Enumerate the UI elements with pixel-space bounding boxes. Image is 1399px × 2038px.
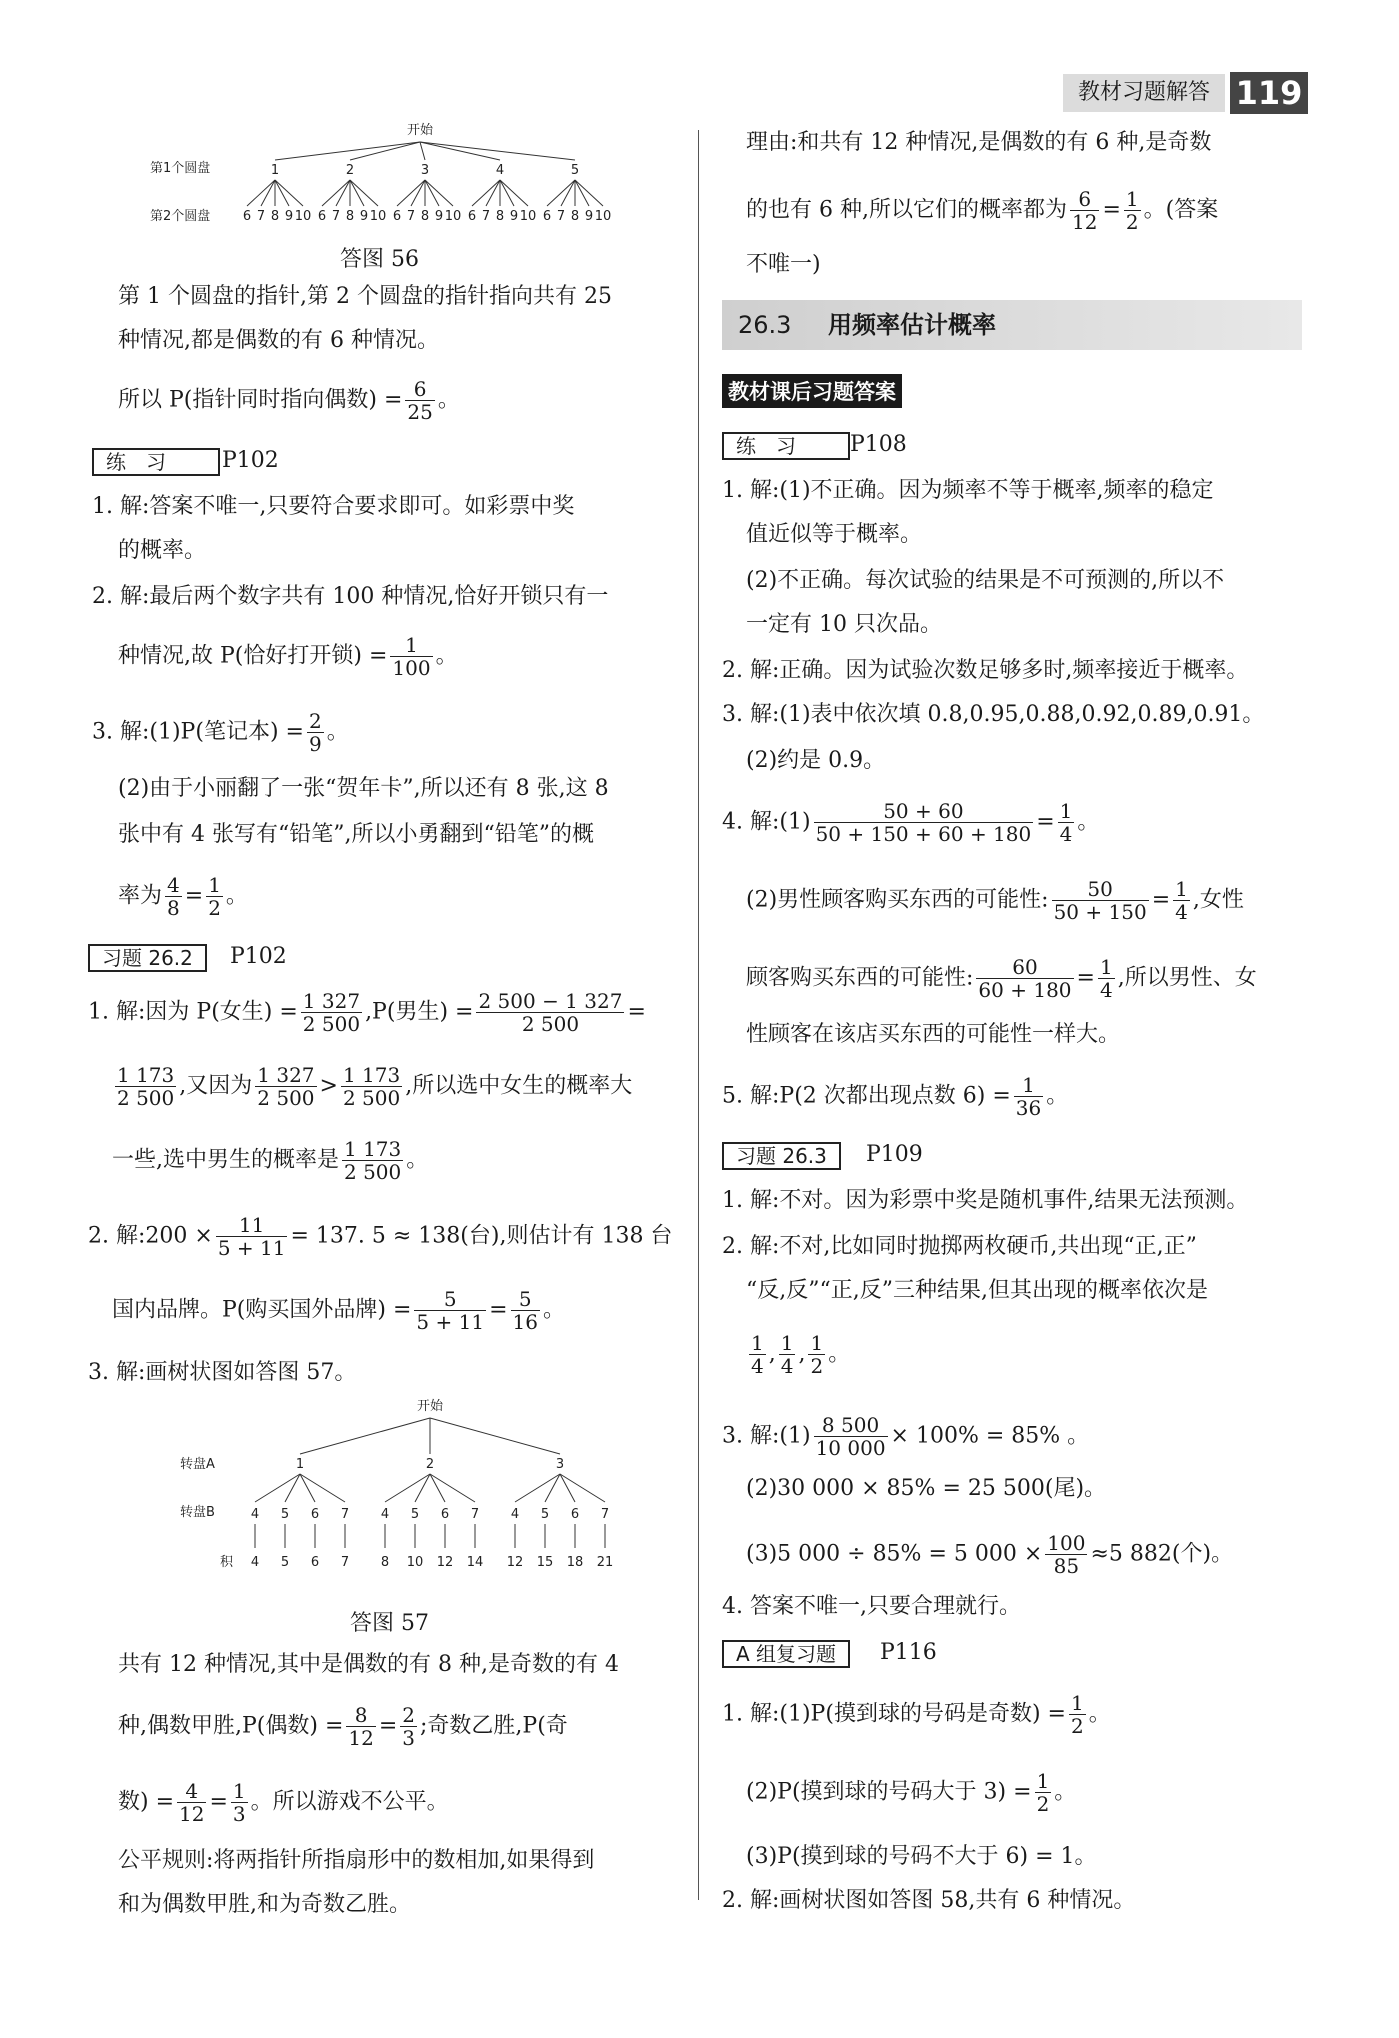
practice-q3b: (2)由于小丽翻了一张“贺年卡”,所以还有 8 张,这 8	[118, 776, 609, 801]
right-c1c: (3)P(摸到球的号码不大于 6) = 1。	[746, 1844, 1097, 1869]
tree-node-level1: 1	[295, 1457, 305, 1472]
right-a5: 5. 解:P(2 次都出现点数 6) = $\frac{1}{36}$ 。	[722, 1073, 1069, 1120]
tag-practice-right: 练 习	[722, 432, 850, 460]
tree-branch	[411, 180, 425, 206]
exercise-e3: 3. 解:画树状图如答图 57。	[88, 1360, 357, 1385]
column-divider	[698, 130, 699, 1900]
tree-node-level2: 5	[280, 1507, 290, 1522]
tree-node-level2: 9	[434, 209, 444, 224]
tree-node-level2: 7	[331, 209, 341, 224]
fraction: $\frac{1}{36}$	[1015, 1073, 1042, 1120]
fraction: $\frac{6}{12}$	[1071, 187, 1098, 234]
fraction: $\frac{1 173}{2 500}$	[344, 1137, 402, 1184]
tree-product: 6	[310, 1555, 320, 1570]
fraction: $\frac{50 + 60}{50 + 150 + 60 + 180}$	[815, 799, 1032, 846]
tree-node-level2: 7	[481, 209, 491, 224]
tree-node-level2: 9	[584, 209, 594, 224]
tree-node-level1: 1	[270, 163, 280, 178]
tree-node-level2: 5	[540, 1507, 550, 1522]
tree-node-level2: 6	[310, 1507, 320, 1522]
fraction: $\frac{2}{9}$	[308, 709, 322, 756]
tree-branch	[385, 1474, 430, 1502]
tree-branch	[350, 180, 378, 206]
tree-product: 10	[406, 1555, 424, 1570]
tree-node-level2: 7	[470, 1507, 480, 1522]
tree-node-level2: 4	[250, 1507, 260, 1522]
tree-branch	[472, 180, 500, 206]
tree-node-level2: 6	[317, 209, 327, 224]
tree-node-level2: 10	[369, 209, 387, 224]
tree-branch	[350, 142, 420, 160]
right-a4b: (2)男性顾客购买东西的可能性: $\frac{50}{50 + 150}$ = $\frac{1}{4}$ ,女性	[746, 877, 1244, 924]
tree-branch	[500, 180, 528, 206]
right-b3b: (2)30 000 × 85% = 25 500(尾)。	[746, 1476, 1107, 1501]
exercise-e1c: 一些,选中男生的概率是 $\frac{1 173}{2 500}$ 。	[112, 1137, 429, 1184]
fraction: $\frac{1 327}{2 500}$	[257, 1063, 315, 1110]
tree-node-level1: 3	[555, 1457, 565, 1472]
tag-group-a: A 组复习题	[722, 1640, 850, 1668]
tree-branch	[500, 180, 514, 206]
fraction: $\frac{50}{50 + 150}$	[1053, 877, 1147, 924]
right-a4c: 顾客购买东西的可能性: $\frac{60}{60 + 180}$ = $\frac{1}{4}$ ,所以男性、女	[746, 955, 1257, 1002]
right-b2a: 2. 解:不对,比如同时抛掷两枚硬币,共出现“正,正”	[722, 1234, 1197, 1259]
fraction: $\frac{2 500 - 1 327}{2 500}$	[478, 989, 623, 1036]
fraction: $\frac{8 500}{10 000}$	[815, 1413, 886, 1460]
right-a1c: (2)不正确。每次试验的结果是不可预测的,所以不	[746, 568, 1225, 593]
tree-node-level2: 6	[542, 209, 552, 224]
tree-product: 8	[380, 1555, 390, 1570]
tree-diagram-56	[150, 120, 630, 230]
left-f4: 公平规则:将两指针所指扇形中的数相加,如果得到	[118, 1848, 595, 1873]
fraction: $\frac{11}{5 + 11}$	[217, 1213, 286, 1260]
right-b2c: $\frac{1}{4}$ , $\frac{1}{4}$ , $\frac{1}{2}$ 。	[751, 1331, 851, 1378]
tree-branch	[425, 180, 439, 206]
fraction: $\frac{1}{2}$	[1125, 187, 1139, 234]
exercise-e1b: $\frac{1 173}{2 500}$ ,又因为 $\frac{1 327}{2 500}$ > $\frac{1 173}{2 500}$ ,所以选中女生的概率大	[117, 1063, 633, 1110]
fraction: $\frac{1 327}{2 500}$	[302, 989, 361, 1036]
tree-node-level2: 7	[340, 1507, 350, 1522]
tree-node-level2: 8	[270, 209, 280, 224]
tree-node-level2: 8	[570, 209, 580, 224]
tree-node-level2: 10	[444, 209, 462, 224]
header-section-label: 教材习题解答	[1063, 74, 1225, 112]
diagram-57-caption: 答图 57	[350, 1611, 429, 1636]
tree-product: 15	[536, 1555, 554, 1570]
fraction: $\frac{1}{2}$	[1036, 1769, 1050, 1816]
left-text-p2: 种情况,都是偶数的有 6 种情况。	[118, 328, 439, 353]
tree-node-level2: 8	[345, 209, 355, 224]
left-text-p3: 所以 P(指针同时指向偶数) = $\frac{6}{25}$ 。	[118, 377, 460, 424]
tree-branch	[575, 180, 603, 206]
fraction: $\frac{8}{12}$	[348, 1703, 374, 1750]
fraction: $\frac{2}{3}$	[402, 1703, 416, 1750]
tag-exercise-26-3: 习题 26.3	[722, 1142, 841, 1170]
left-f1: 共有 12 种情况,其中是偶数的有 8 种,是奇数的有 4	[118, 1652, 619, 1677]
fraction: $\frac{60}{60 + 180}$	[978, 955, 1072, 1002]
tree-branch	[561, 180, 575, 206]
practice-q3d: 率为 $\frac{4}{8}$ = $\frac{1}{2}$ 。	[118, 873, 248, 920]
tree-node-level1: 3	[420, 163, 430, 178]
fraction: $\frac{4}{12}$	[179, 1779, 205, 1826]
diagram-56-caption: 答图 56	[340, 247, 419, 272]
tree-node-level2: 6	[392, 209, 402, 224]
tree-node-level2: 10	[594, 209, 612, 224]
tree-node-level2: 10	[519, 209, 537, 224]
practice-page-right: P108	[850, 432, 907, 457]
practice-q1b: 的概率。	[118, 538, 207, 563]
tree-branch	[547, 180, 575, 206]
right-a1d: 一定有 10 只次品。	[746, 612, 942, 637]
tree-branch	[397, 180, 425, 206]
tree-node-level1: 4	[495, 163, 505, 178]
right-a1b: 值近似等于概率。	[746, 522, 923, 547]
fraction: $\frac{1}{2}$	[208, 873, 221, 920]
left-f2: 种,偶数甲胜,P(偶数) = $\frac{8}{12}$ = $\frac{2}{3}$ ;奇数乙胜,P(奇	[118, 1703, 568, 1750]
fraction: $\frac{1}{3}$	[232, 1779, 246, 1826]
right-c1a: 1. 解:(1)P(摸到球的号码是奇数) = $\frac{1}{2}$ 。	[722, 1691, 1111, 1738]
row-label-spinner-b: 转盘B	[180, 1505, 215, 1520]
fraction: $\frac{1 173}{2 500}$	[117, 1063, 175, 1110]
right-r2: 的也有 6 种,所以它们的概率都为 $\frac{6}{12}$ = $\frac{1}{2}$ 。(答案	[746, 187, 1219, 234]
tree-node-level2: 8	[495, 209, 505, 224]
row-label-spinner-a: 转盘A	[180, 1457, 215, 1472]
tree-branch	[430, 1474, 475, 1502]
tree-node-level1: 2	[425, 1457, 435, 1472]
fraction: $\frac{5}{5 + 11}$	[416, 1287, 485, 1334]
section-title: 用频率估计概率	[828, 311, 996, 339]
fraction: $\frac{5}{16}$	[512, 1287, 538, 1334]
fraction: $\frac{1}{2}$	[1070, 1691, 1084, 1738]
fraction: $\frac{1}{4}$	[1099, 955, 1113, 1002]
right-a4a: 4. 解:(1) $\frac{50 + 60}{50 + 150 + 60 + 180}$ = $\frac{1}{4}$ 。	[722, 799, 1100, 846]
tree-node-level2: 9	[284, 209, 294, 224]
tree-node-level2: 4	[380, 1507, 390, 1522]
practice-q2a: 2. 解:最后两个数字共有 100 种情况,恰好开锁只有一	[92, 584, 609, 609]
tree-branch	[350, 180, 364, 206]
tree-node-level2: 7	[556, 209, 566, 224]
right-b3c: (3)5 000 ÷ 85% = 5 000 × $\frac{100}{85}$ ≈5 882(个)。	[746, 1531, 1234, 1578]
tree-branch	[255, 1474, 300, 1502]
left-text-p1: 第 1 个圆盘的指针,第 2 个圆盘的指针指向共有 25	[118, 284, 612, 309]
tree-branch	[336, 180, 350, 206]
right-a3a: 3. 解:(1)表中依次填 0.8,0.95,0.88,0.92,0.89,0.91。	[722, 702, 1265, 727]
right-a3b: (2)约是 0.9。	[746, 748, 886, 773]
tree-branch	[275, 180, 289, 206]
tree-diagram-57	[180, 1396, 620, 1596]
tree-branch	[425, 180, 453, 206]
fraction: $\frac{6}{25}$	[407, 377, 433, 424]
exercise-page-right: P109	[866, 1142, 923, 1167]
page-number: 119	[1230, 72, 1308, 114]
section-number: 26.3	[738, 311, 792, 339]
right-b2b: “反,反”“正,反”三种结果,但其出现的概率依次是	[746, 1278, 1208, 1303]
tree-node-level2: 4	[510, 1507, 520, 1522]
tree-branch	[420, 142, 425, 160]
tag-exercise-26-2: 习题 26.2	[88, 944, 207, 972]
tree-branch	[275, 180, 303, 206]
left-f5: 和为偶数甲胜,和为奇数乙胜。	[118, 1892, 411, 1917]
tree-node-level2: 6	[467, 209, 477, 224]
section-header-26-3	[722, 300, 1302, 350]
practice-q3c: 张中有 4 张写有“铅笔”,所以小勇翻到“铅笔”的概	[118, 822, 594, 847]
right-c1b: (2)P(摸到球的号码大于 3) = $\frac{1}{2}$ 。	[746, 1769, 1077, 1816]
tree-branch	[515, 1474, 560, 1502]
tree-node-level2: 8	[420, 209, 430, 224]
tree-root: 开始	[406, 123, 434, 138]
tree-branch	[575, 180, 589, 206]
row-label-disc1: 第1个圆盘	[150, 161, 211, 176]
tree-product: 12	[436, 1555, 454, 1570]
tree-branch	[300, 1418, 430, 1454]
right-a4d: 性顾客在该店买东西的可能性一样大。	[746, 1022, 1121, 1047]
tree-root: 开始	[416, 1399, 444, 1414]
tree-node-level1: 2	[345, 163, 355, 178]
tree-node-level2: 7	[600, 1507, 610, 1522]
fraction: $\frac{1}{100}$	[392, 633, 431, 680]
row-label-disc2: 第2个圆盘	[150, 209, 211, 224]
practice-page-left: P102	[222, 448, 279, 473]
right-b3a: 3. 解:(1) $\frac{8 500}{10 000}$ × 100% = 85% 。	[722, 1413, 1090, 1460]
exercise-page-left: P102	[230, 944, 287, 969]
tree-branch	[322, 180, 350, 206]
tree-product: 18	[566, 1555, 584, 1570]
tree-node-level2: 5	[410, 1507, 420, 1522]
tree-branch	[420, 142, 575, 160]
tree-branch	[300, 1474, 345, 1502]
fraction: $\frac{1 173}{2 500}$	[342, 1063, 401, 1110]
exercise-e1a: 1. 解:因为 P(女生) = $\frac{1 327}{2 500}$ ,P(男生) = $\frac{2 500 - 1 327}{2 500}$ =	[88, 989, 646, 1036]
answers-tag: 教材课后习题答案	[722, 374, 902, 408]
tree-node-level2: 10	[294, 209, 312, 224]
tree-branch	[430, 1418, 560, 1454]
right-a1a: 1. 解:(1)不正确。因为频率不等于概率,频率的稳定	[722, 478, 1214, 503]
tree-branch	[560, 1474, 605, 1502]
group-page: P116	[880, 1640, 937, 1665]
tree-product: 14	[466, 1555, 484, 1570]
tree-node-level2: 9	[509, 209, 519, 224]
row-label-product: 积	[220, 1555, 234, 1570]
tree-node-level2: 6	[242, 209, 252, 224]
right-r1: 理由:和共有 12 种情况,是偶数的有 6 种,是奇数	[746, 130, 1212, 155]
tree-product: 4	[250, 1555, 260, 1570]
tree-branch	[275, 142, 420, 160]
right-b4: 4. 答案不唯一,只要合理就行。	[722, 1594, 1021, 1619]
fraction: $\frac{4}{8}$	[167, 873, 180, 920]
tree-node-level2: 6	[570, 1507, 580, 1522]
tree-node-level2: 7	[256, 209, 266, 224]
practice-q1a: 1. 解:答案不唯一,只要符合要求即可。如彩票中奖	[92, 494, 575, 519]
tree-product: 7	[340, 1555, 350, 1570]
right-b1: 1. 解:不对。因为彩票中奖是随机事件,结果无法预测。	[722, 1188, 1249, 1213]
fraction: $\frac{1}{4}$	[1175, 877, 1188, 924]
tree-node-level1: 5	[570, 163, 580, 178]
fraction: $\frac{1}{4}$	[1059, 799, 1073, 846]
right-c2: 2. 解:画树状图如答图 58,共有 6 种情况。	[722, 1888, 1136, 1913]
left-f3: 数) = $\frac{4}{12}$ = $\frac{1}{3}$ 。所以游戏不公平。	[118, 1779, 449, 1826]
exercise-e2a: 2. 解:200 × $\frac{11}{5 + 11}$ = 137. 5 ≈ 138(台),则估计有 138 台	[88, 1213, 673, 1260]
practice-q2b: 种情况,故 P(恰好打开锁) = $\frac{1}{100}$ 。	[118, 633, 458, 680]
tree-branch	[247, 180, 275, 206]
tree-node-level2: 6	[440, 1507, 450, 1522]
fraction: $\frac{100}{85}$	[1047, 1531, 1086, 1578]
tree-product: 12	[506, 1555, 524, 1570]
tree-branch	[261, 180, 275, 206]
fraction: $\frac{1}{2}$	[810, 1331, 824, 1378]
tree-node-level2: 9	[359, 209, 369, 224]
tree-node-level2: 7	[406, 209, 416, 224]
tree-product: 21	[596, 1555, 614, 1570]
exercise-e2b: 国内品牌。P(购买国外品牌) = $\frac{5}{5 + 11}$ = $\frac{5}{16}$ 。	[112, 1287, 565, 1334]
tree-branch	[420, 142, 500, 160]
fraction: $\frac{1}{4}$	[751, 1331, 764, 1378]
tree-product: 5	[280, 1555, 290, 1570]
practice-q3a: 3. 解:(1)P(笔记本) = $\frac{2}{9}$ 。	[92, 709, 349, 756]
fraction: $\frac{1}{4}$	[780, 1331, 794, 1378]
tag-practice-left: 练 习	[92, 448, 220, 476]
right-a2: 2. 解:正确。因为试验次数足够多时,频率接近于概率。	[722, 658, 1249, 683]
tree-branch	[486, 180, 500, 206]
right-r3: 不唯一)	[746, 252, 821, 277]
